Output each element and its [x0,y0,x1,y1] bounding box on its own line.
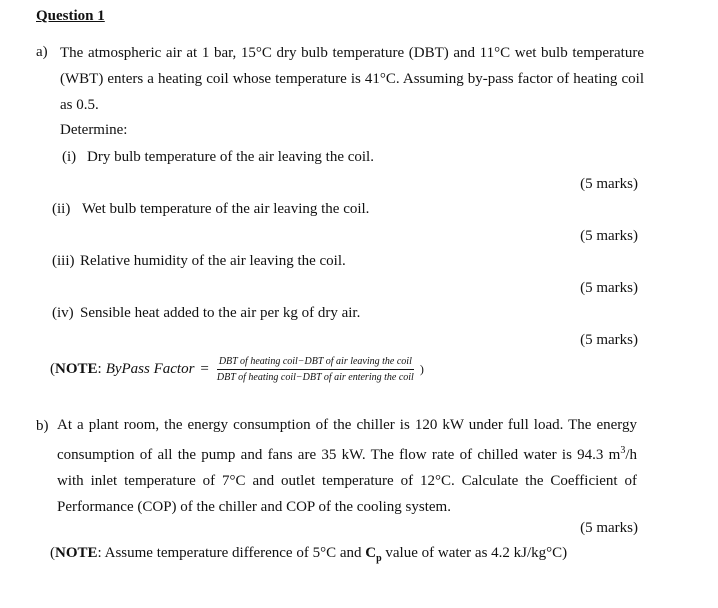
part-b-text-after-unit: /h with inlet temperature of 7°C and outlet temperature of 12°C. Calculate the Coefficient of Performance (COP) of the chiller and COP of the cooling system. [57,447,637,515]
part-b-marks: (5 marks) [580,520,638,536]
item-iii-number: (iii) [52,253,75,269]
part-b-note-text-end: value of water as 4.2 kJ/kg°C) [381,545,568,561]
note-open-paren: ( [50,361,55,377]
item-i-text: Dry bulb temperature of the air leaving the coil. [87,149,374,165]
item-ii-marks: (5 marks) [580,228,638,244]
bypass-fraction [215,355,416,384]
part-b-note-open-paren: ( [50,545,55,561]
item-iv-number: (iv) [52,305,74,321]
question-title: Question 1 [36,8,105,24]
fraction-denominator: DBT of heating coil−DBT of air entering the coil [216,372,414,383]
bypass-factor-variable: ByPass Factor [105,361,195,377]
equals-sign: = [200,361,209,377]
item-iv-text: Sensible heat added to the air per kg of dry air. [80,305,361,321]
note-close-paren: ) [419,362,424,376]
note-colon: : [97,361,102,377]
cp-base: C [365,545,377,561]
bypass-factor-note [50,355,424,384]
part-a-intro: The atmospheric air at 1 bar, 15°C dry bulb temperature (DBT) and 11°C wet bulb temperature (WBT) enters a heating coil whose temperature is 41°C. Assuming by-pass factor of heating coil as 0.5. [60,45,644,113]
part-b-unit-superscript: 3 [620,445,626,456]
item-iii-text: Relative humidity of the air leaving the coil. [80,253,346,269]
part-b-note-label: NOTE [55,545,98,561]
item-ii-number: (ii) [52,201,71,217]
cp-subscript: p [376,553,382,564]
part-b-note-text: : Assume temperature difference of 5°C and [97,545,366,561]
cp-symbol [365,545,382,564]
item-iv-marks: (5 marks) [580,332,638,348]
part-b-text [57,412,637,520]
part-a-label: a) [36,44,48,60]
item-iii-marks: (5 marks) [580,280,638,296]
part-b-label: b) [36,418,49,434]
part-b-note [50,545,567,564]
part-b-text-before-unit: At a plant room, the energy consumption of the chiller is 120 kW under full load. The energy consumption of all the pump and fans are 35 kW. The flow rate of chilled water is 94.3 m [57,417,637,463]
item-i-number: (i) [62,149,77,165]
item-ii-text: Wet bulb temperature of the air leaving the coil. [82,201,370,217]
determine-label: Determine: [60,122,128,138]
fraction-numerator: DBT of heating coil−DBT of air leaving the coil [217,355,414,370]
note-label: NOTE [55,361,98,377]
item-i-marks: (5 marks) [580,176,638,192]
